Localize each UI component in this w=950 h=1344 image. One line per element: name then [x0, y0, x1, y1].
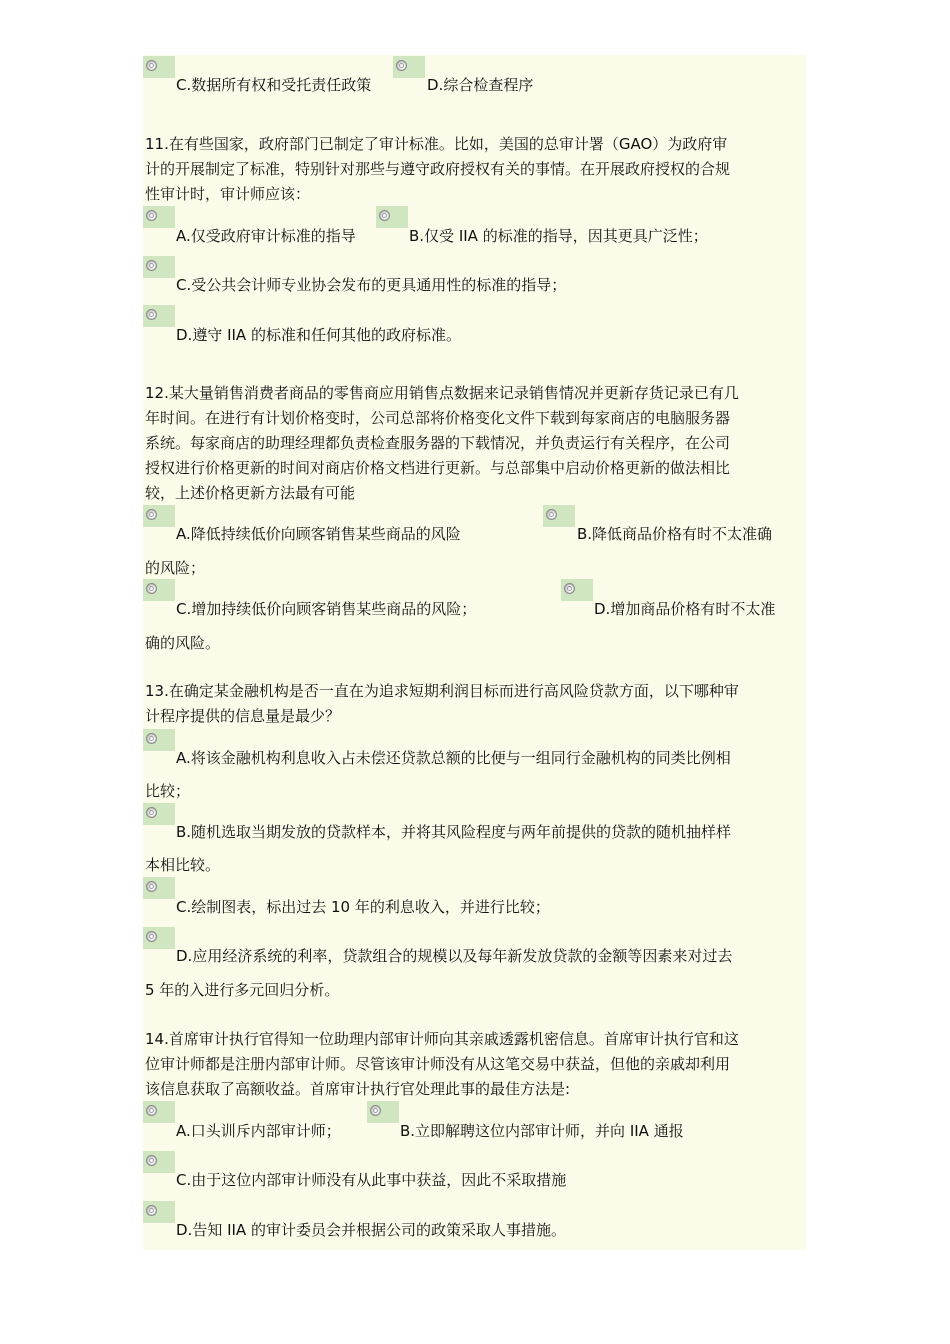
q12-option-b-cont: 的风险；	[145, 559, 206, 577]
radio-q13-d[interactable]	[143, 927, 175, 949]
radio-icon	[146, 509, 157, 520]
radio-q14-a[interactable]	[143, 1101, 175, 1123]
radio-q13-b[interactable]	[143, 803, 175, 825]
q14-stem: 该信息获取了高额收益。首席审计执行官处理此事的最佳方法是:	[145, 1080, 571, 1098]
radio-icon	[146, 60, 157, 71]
radio-icon	[370, 1105, 381, 1116]
q11-stem: 计的开展制定了标准，特别针对那些与遵守政府授权有关的事情。在开展政府授权的合规	[145, 160, 731, 178]
q12-stem: 较，上述价格更新方法最有可能	[145, 484, 356, 502]
radio-icon	[396, 60, 407, 71]
q12-stem: 系统。每家商店的助理经理都负责检查服务器的下载情况，并负责运行有关程序，在公司	[145, 434, 731, 452]
radio-q12-d[interactable]	[561, 579, 593, 601]
q10-option-c: C.数据所有权和受托责任政策	[176, 76, 372, 94]
q13-option-b-cont: 本相比较。	[145, 856, 221, 874]
q11-option-c: C.受公共会计师专业协会发布的更具通用性的标准的指导；	[176, 276, 567, 294]
q13-option-d: D.应用经济系统的利率，贷款组合的规模以及每年新发放贷款的金额等因素来对过去	[176, 947, 733, 965]
q13-option-c: C.绘制图表，标出过去 10 年的利息收入，并进行比较；	[176, 898, 550, 916]
q13-option-a-cont: 比较；	[145, 782, 191, 800]
q12-stem: 年时间。在进行有计划价格变时，公司总部将价格变化文件下载到每家商店的电脑服务器	[145, 409, 731, 427]
radio-icon	[146, 733, 157, 744]
radio-icon	[146, 210, 157, 221]
radio-icon	[146, 1205, 157, 1216]
radio-icon	[146, 807, 157, 818]
radio-q13-a[interactable]	[143, 729, 175, 751]
q13-option-a: A.将该金融机构利息收入占未偿还贷款总额的比便与一组同行金融机构的同类比例相	[176, 749, 731, 767]
q14-option-c: C.由于这位内部审计师没有从此事中获益，因此不采取措施	[176, 1171, 567, 1189]
radio-q14-c[interactable]	[143, 1151, 175, 1173]
radio-q14-b[interactable]	[367, 1101, 399, 1123]
radio-icon	[146, 1155, 157, 1166]
radio-q12-c[interactable]	[143, 579, 175, 601]
radio-q10-d[interactable]	[393, 56, 425, 78]
radio-icon	[146, 309, 157, 320]
q12-option-b: B.降低商品价格有时不太准确	[577, 525, 773, 543]
q12-option-c: C.增加持续低价向顾客销售某些商品的风险；	[176, 600, 477, 618]
q13-option-d-cont: 5 年的入进行多元回归分析。	[145, 981, 340, 999]
radio-icon	[564, 583, 575, 594]
q11-option-d: D.遵守 IIA 的标准和任何其他的政府标准。	[176, 326, 461, 344]
q11-stem: 11.在有些国家，政府部门已制定了审计标准。比如，美国的总审计署（GAO）为政府审	[145, 135, 728, 153]
radio-icon	[146, 583, 157, 594]
q12-option-d-cont: 确的风险。	[145, 634, 221, 652]
radio-icon	[146, 1105, 157, 1116]
radio-q10-c[interactable]	[143, 56, 175, 78]
q14-option-d: D.告知 IIA 的审计委员会并根据公司的政策采取人事措施。	[176, 1221, 566, 1239]
radio-icon	[146, 881, 157, 892]
radio-q14-d[interactable]	[143, 1201, 175, 1223]
q11-stem: 性审计时，审计师应该：	[145, 185, 311, 203]
radio-q11-c[interactable]	[143, 256, 175, 278]
radio-q12-b[interactable]	[543, 505, 575, 527]
radio-icon	[546, 509, 557, 520]
q12-stem: 12.某大量销售消费者商品的零售商应用销售点数据来记录销售情况并更新存货记录已有几	[145, 384, 739, 402]
q13-stem: 13.在确定某金融机构是否一直在为追求短期利润目标而进行高风险贷款方面，以下哪种审	[145, 682, 739, 700]
q10-option-d: D.综合检查程序	[427, 76, 534, 94]
q12-option-a: A.降低持续低价向顾客销售某些商品的风险	[176, 525, 461, 543]
radio-q11-a[interactable]	[143, 206, 175, 228]
radio-q12-a[interactable]	[143, 505, 175, 527]
radio-q11-d[interactable]	[143, 305, 175, 327]
radio-icon	[379, 210, 390, 221]
q14-stem: 14.首席审计执行官得知一位助理内部审计师向其亲戚透露机密信息。首席审计执行官和这	[145, 1030, 739, 1048]
q11-option-a: A.仅受政府审计标准的指导	[176, 227, 356, 245]
q12-stem: 授权进行价格更新的时间对商店价格文档进行更新。与总部集中启动价格更新的做法相比	[145, 459, 731, 477]
radio-icon	[146, 260, 157, 271]
q14-option-b: B.立即解聘这位内部审计师，并向 IIA 通报	[400, 1122, 684, 1140]
radio-q11-b[interactable]	[376, 206, 408, 228]
q13-option-b: B.随机选取当期发放的贷款样本，并将其风险程度与两年前提供的贷款的随机抽样样	[176, 823, 732, 841]
radio-q13-c[interactable]	[143, 877, 175, 899]
radio-icon	[146, 931, 157, 942]
q12-option-d: D.增加商品价格有时不太准	[594, 600, 776, 618]
q13-stem: 计程序提供的信息量是最少？	[145, 707, 341, 725]
q14-stem: 位审计师都是注册内部审计师。尽管该审计师没有从这笔交易中获益，但他的亲戚却利用	[145, 1055, 731, 1073]
q14-option-a: A.口头训斥内部审计师；	[176, 1122, 341, 1140]
q11-option-b: B.仅受 IIA 的标准的指导，因其更具广泛性；	[409, 227, 708, 245]
